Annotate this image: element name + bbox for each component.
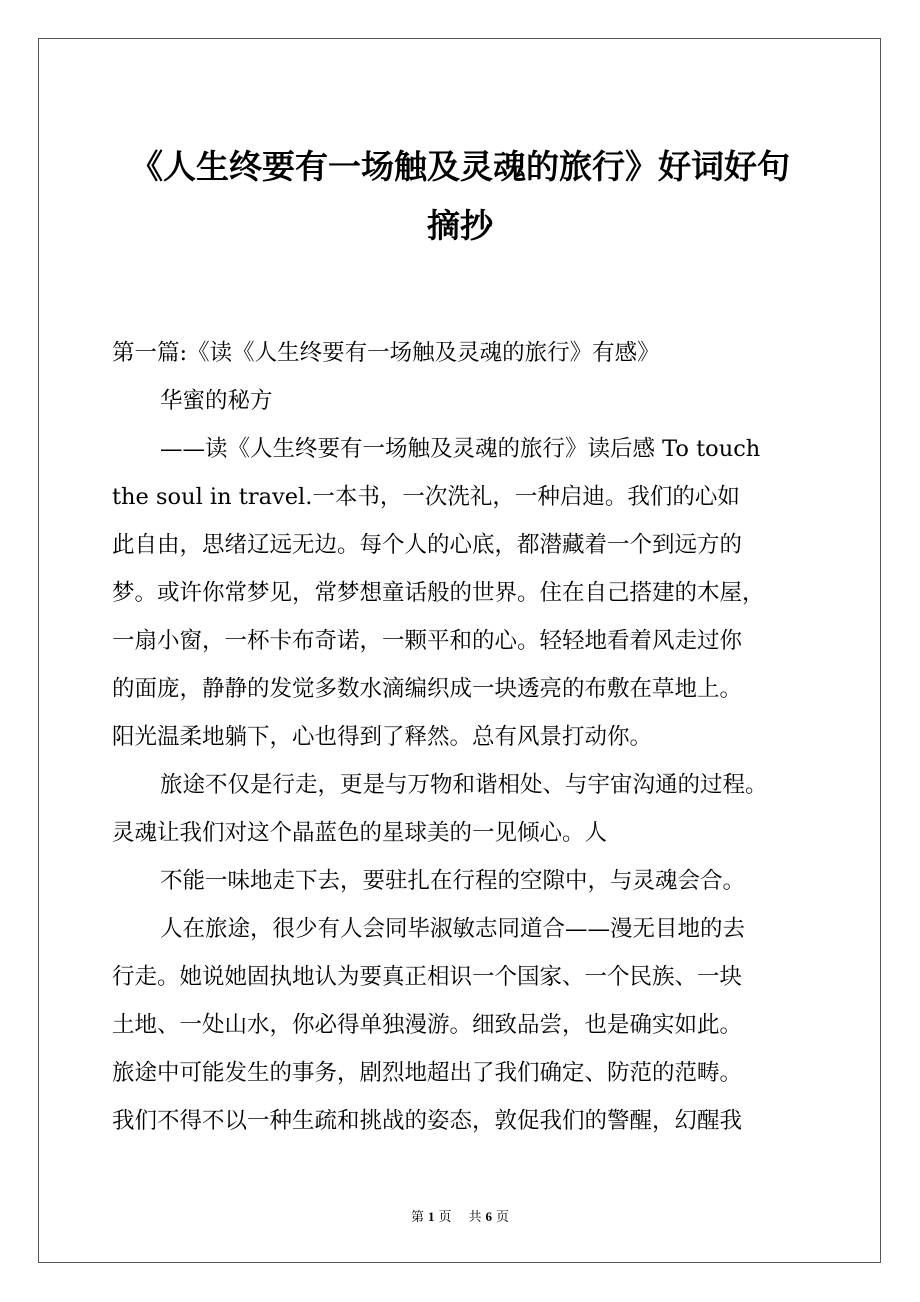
text-line: 一扇小窗，一杯卡布奇诺，一颗平和的心。轻轻地看着风走过你 bbox=[112, 628, 743, 654]
text-line: 此自由，思绪辽远无边。每个人的心底，都潜藏着一个到远方的 bbox=[112, 532, 743, 558]
total-prefix: 共 bbox=[468, 1209, 482, 1224]
text-line: the soul in travel.一本书，一次洗礼，一种启迪。我们的心如 bbox=[112, 484, 740, 510]
text-line: 阳光温柔地躺下，心也得到了释然。总有风景打动你。 bbox=[112, 724, 653, 750]
text-line: 土地、一处山水，你必得单独漫游。细致品尝，也是确实如此。 bbox=[112, 1012, 743, 1038]
section-heading: 第一篇:《读《人生终要有一场触及灵魂的旅行》有感》 bbox=[112, 340, 660, 366]
text-line: 不能一味地走下去，要驻扎在行程的空隙中，与灵魂会合。 bbox=[160, 868, 746, 894]
current-page-number: 1 bbox=[427, 1209, 435, 1224]
text-line: 人在旅途，很少有人会同毕淑敏志同道合——漫无目地的去 bbox=[160, 916, 746, 942]
text-line: 的面庞，静静的发觉多数水滴编织成一块透亮的布敷在草地上。 bbox=[112, 676, 743, 702]
total-suffix: 页 bbox=[496, 1209, 510, 1224]
text-line: 行走。她说她固执地认为要真正相识一个国家、一个民族、一块 bbox=[112, 964, 743, 990]
text-line: ——读《人生终要有一场触及灵魂的旅行》读后感 To touch bbox=[160, 436, 761, 462]
text-line: 梦。或许你常梦见，常梦想童话般的世界。住在自己搭建的木屋， bbox=[112, 580, 765, 606]
page-footer bbox=[0, 1206, 920, 1225]
page-prefix: 第 bbox=[410, 1209, 424, 1224]
total-page-number: 6 bbox=[485, 1209, 493, 1224]
subtitle: 华蜜的秘方 bbox=[160, 388, 273, 414]
document-title-line-1: 《人生终要有一场触及灵魂的旅行》好词好句 bbox=[130, 147, 790, 186]
text-line: 旅途不仅是行走，更是与万物和谐相处、与宇宙沟通的过程。 bbox=[160, 772, 768, 798]
text-line: 我们不得不以一种生疏和挑战的姿态，敦促我们的警醒，幻醒我 bbox=[112, 1108, 743, 1134]
text-line: 旅途中可能发生的事务，剧烈地超出了我们确定、防范的范畴。 bbox=[112, 1060, 743, 1086]
page-label: 页 bbox=[438, 1209, 452, 1224]
document-title-line-2: 摘抄 bbox=[427, 206, 493, 245]
text-line: 灵魂让我们对这个晶蓝色的星球美的一见倾心。人 bbox=[112, 820, 608, 846]
